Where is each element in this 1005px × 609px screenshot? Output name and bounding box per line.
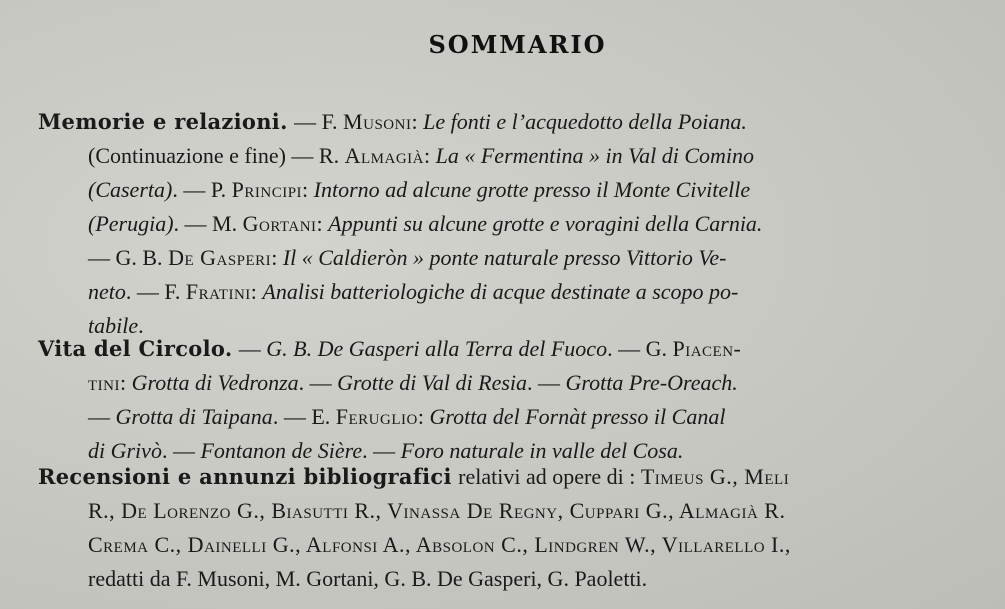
text-run: : bbox=[411, 109, 424, 134]
section-recensioni bbox=[38, 460, 978, 596]
toc-line bbox=[38, 494, 978, 528]
text-run: . — bbox=[362, 438, 401, 463]
text-run: : bbox=[417, 404, 430, 429]
text-run: : bbox=[250, 279, 263, 304]
work-title: tabile bbox=[88, 313, 139, 338]
author-name: Musoni bbox=[343, 109, 412, 134]
text-run: . — F. bbox=[125, 279, 186, 304]
toc-line bbox=[38, 528, 978, 562]
text-run: . — M. bbox=[173, 211, 243, 236]
work-title: (Perugia) bbox=[88, 211, 174, 236]
text-run: . — G. bbox=[607, 336, 673, 361]
text-run: . — P. bbox=[172, 177, 232, 202]
author-name: Principi bbox=[231, 177, 303, 202]
author-name: Fratini bbox=[185, 279, 251, 304]
text-run: — G. B. bbox=[88, 245, 169, 270]
text-run: : bbox=[271, 245, 283, 270]
author-name: Timeus G., Meli bbox=[640, 464, 790, 489]
text-run: relativi ad opere di : bbox=[458, 464, 641, 489]
author-name: Almagià bbox=[344, 143, 424, 168]
work-title: Grotta di Vedronza bbox=[131, 370, 299, 395]
work-title: Grotta del Fornàt presso il Canal bbox=[429, 404, 726, 429]
toc-line bbox=[38, 460, 978, 494]
work-title: (Caserta) bbox=[88, 177, 173, 202]
text-run: . — bbox=[527, 370, 566, 395]
toc-line bbox=[38, 241, 978, 275]
text-run: : bbox=[424, 143, 436, 168]
toc-line bbox=[38, 275, 978, 309]
toc-line bbox=[38, 562, 978, 596]
section-heading: Recensioni e annunzi bibliografici bbox=[38, 464, 452, 489]
section-heading: Vita del Circolo. bbox=[38, 336, 233, 361]
document-title: SOMMARIO bbox=[428, 30, 607, 59]
toc-line bbox=[38, 105, 978, 139]
author-name: Crema C., Dainelli G., Alfonsi A., Absolon C., Lindgren W., Villarello I., bbox=[88, 532, 791, 557]
work-title: Appunti su alcune grotte e voragini della Carnia. bbox=[328, 211, 763, 236]
work-title: Grotta Pre-Oreach. bbox=[565, 370, 738, 395]
work-title: Il « Caldieròn » ponte naturale presso Vittorio Ve- bbox=[282, 245, 727, 270]
text-run: (Continuazione e fine) — R. bbox=[88, 143, 345, 168]
work-title: Fontanon de Sière bbox=[200, 438, 363, 463]
toc-line bbox=[38, 207, 978, 241]
work-title: Foro naturale in valle del Cosa. bbox=[400, 438, 684, 463]
author-name: Feruglio bbox=[335, 404, 418, 429]
toc-line bbox=[38, 139, 978, 173]
work-title: Grotta di Taipana bbox=[115, 404, 273, 429]
work-title: La « Fermentina » in Val di Comino bbox=[435, 143, 755, 168]
text-run: . — E. bbox=[272, 404, 336, 429]
text-run: — F. bbox=[294, 109, 344, 134]
text-run: . bbox=[138, 313, 144, 338]
work-title: Grotte di Val di Resia bbox=[337, 370, 528, 395]
text-run: — bbox=[238, 336, 267, 361]
section-vita-circolo bbox=[38, 332, 978, 468]
author-name: De Gasperi bbox=[168, 245, 272, 270]
toc-line bbox=[38, 400, 978, 434]
text-run: . — bbox=[161, 438, 201, 463]
author-name: Piacen- bbox=[672, 336, 742, 361]
work-title: Le fonti e l’acquedotto della Poiana. bbox=[423, 109, 747, 134]
work-title: Analisi batteriologiche di acque destinate a scopo po- bbox=[262, 279, 739, 304]
author-name: Gortani bbox=[242, 211, 317, 236]
work-title: di Grivò bbox=[88, 438, 162, 463]
text-run: . — bbox=[298, 370, 338, 395]
toc-line bbox=[38, 173, 978, 207]
work-title: Intorno ad alcune grotte presso il Monte Civitelle bbox=[313, 177, 751, 202]
text-run: : bbox=[120, 370, 132, 395]
section-memorie bbox=[38, 105, 978, 343]
toc-line bbox=[38, 366, 978, 400]
text-run: — bbox=[88, 404, 116, 429]
section-heading: Memorie e relazioni. bbox=[38, 109, 288, 134]
text-run: : bbox=[316, 211, 329, 236]
text-run: : bbox=[302, 177, 314, 202]
author-name: R., De Lorenzo G., Biasutti R., Vinassa De Regny, Cuppari G., Almagià R. bbox=[88, 498, 786, 523]
work-title: neto bbox=[88, 279, 126, 304]
work-title: G. B. De Gasperi alla Terra del Fuoco bbox=[266, 336, 608, 361]
toc-line bbox=[38, 332, 978, 366]
text-run: redatti da F. Musoni, M. Gortani, G. B. De Gasperi, G. Paoletti. bbox=[88, 566, 648, 591]
author-name: tini bbox=[88, 370, 120, 395]
